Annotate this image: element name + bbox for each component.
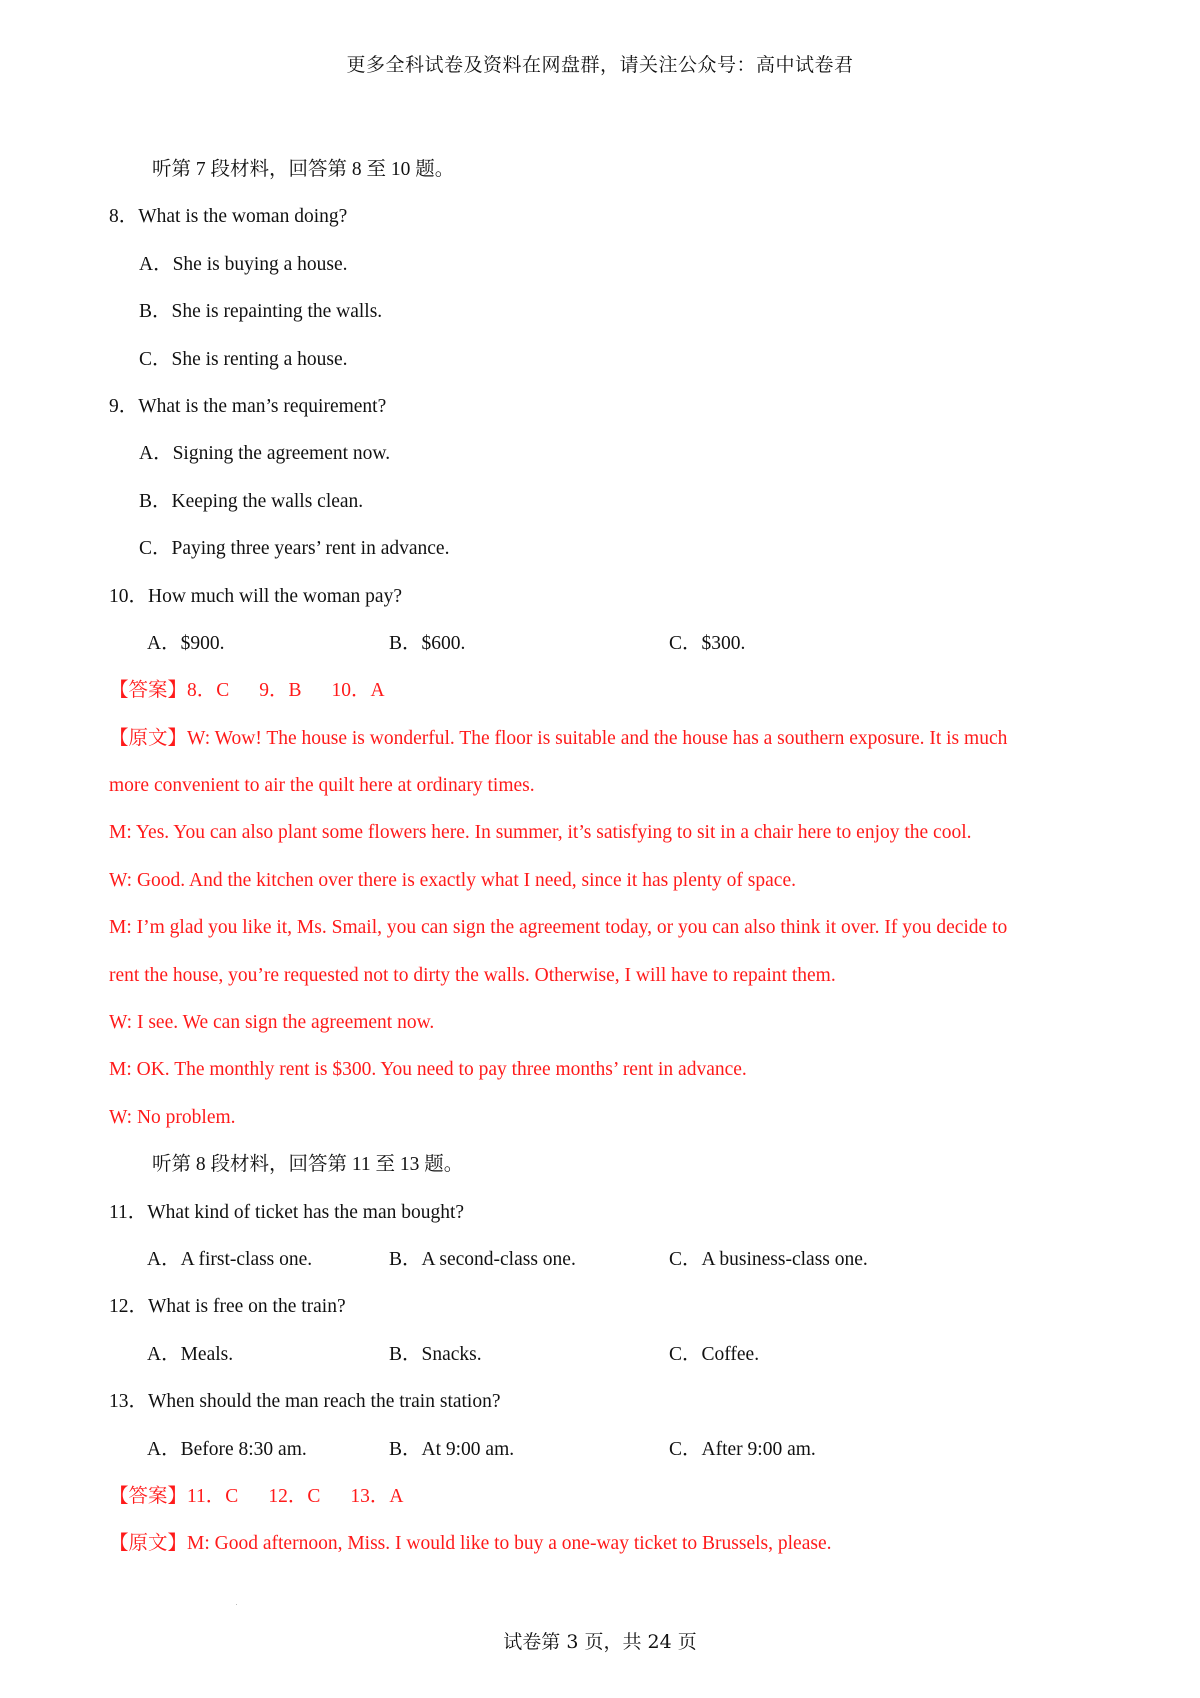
transcript-line: more convenient to air the quilt here at ordinary times. <box>109 775 535 797</box>
option-b: B．A second-class one. <box>389 1248 576 1270</box>
option-c: C．After 9:00 am. <box>669 1438 816 1460</box>
options-row <box>109 1426 1109 1473</box>
transcript-line: rent the house, you’re requested not to dirty the walls. Otherwise, I will have to repaint them. <box>109 964 836 986</box>
options-row <box>109 1331 1109 1378</box>
transcript-tag: 【原文】 <box>109 1533 188 1555</box>
answer-line <box>109 667 1109 714</box>
option-b: B．$600. <box>389 632 466 654</box>
question-stem: 11．What kind of ticket has the man bought? <box>109 1201 465 1223</box>
option-c: C．Coffee. <box>669 1343 760 1365</box>
answer-item: 9．B <box>259 680 302 702</box>
transcript-line <box>109 715 1109 762</box>
option-a: A．She is buying a house. <box>139 253 348 275</box>
option-c: C．$300. <box>669 632 746 654</box>
transcript-line: W: Good. And the kitchen over there is exactly what I need, since it has plenty of space. <box>109 869 796 891</box>
question-stem: 9．What is the man’s requirement? <box>109 395 387 417</box>
option-a: A．$900. <box>147 632 225 654</box>
answer-tag: 【答案】 <box>109 680 188 702</box>
answer-item: 12．C <box>268 1485 321 1507</box>
question-stem: 12．What is free on the train? <box>109 1296 346 1318</box>
option-c: C．Paying three years’ rent in advance. <box>139 538 450 560</box>
option-a: A．Meals. <box>147 1343 234 1365</box>
section-intro: 听第 7 段材料，回答第 8 至 10 题。 <box>152 159 455 180</box>
option-b: B．Keeping the walls clean. <box>139 490 364 512</box>
option-b: B．At 9:00 am. <box>389 1438 515 1460</box>
question-stem: 8．What is the woman doing? <box>109 206 348 228</box>
answer-item: 8．C <box>187 680 230 702</box>
question-stem: 13．When should the man reach the train station? <box>109 1391 501 1413</box>
option-b: B．She is repainting the walls. <box>139 301 383 323</box>
question-stem: 10．How much will the woman pay? <box>109 585 402 607</box>
transcript-text: M: Good afternoon, Miss. I would like to buy a one-way ticket to Brussels, please. <box>187 1533 832 1555</box>
option-b: B．Snacks. <box>389 1343 482 1365</box>
transcript-line: W: No problem. <box>109 1106 236 1128</box>
transcript-line: M: OK. The monthly rent is $300. You need to pay three months’ rent in advance. <box>109 1059 747 1081</box>
answer-item: 11．C <box>187 1485 239 1507</box>
answer-item: 13．A <box>350 1485 404 1507</box>
option-c: C．A business-class one. <box>669 1248 868 1270</box>
transcript-tag: 【原文】 <box>109 727 188 749</box>
answer-item: 10．A <box>331 680 385 702</box>
scan-speck <box>236 1604 237 1605</box>
answer-tag: 【答案】 <box>109 1485 188 1507</box>
transcript-line: W: I see. We can sign the agreement now. <box>109 1012 435 1034</box>
option-a: A．Before 8:30 am. <box>147 1438 307 1460</box>
option-c: C．She is renting a house. <box>139 348 348 370</box>
options-row <box>109 1236 1109 1283</box>
options-row <box>109 620 1109 667</box>
page-header: 更多全科试卷及资料在网盘群，请关注公众号：高中试卷君 <box>346 54 854 76</box>
transcript-text: W: Wow! The house is wonderful. The floor is suitable and the house has a southern exposure. It is much <box>187 727 1008 749</box>
option-a: A．A first-class one. <box>147 1248 313 1270</box>
answer-line <box>109 1473 1109 1520</box>
option-a: A．Signing the agreement now. <box>139 443 391 465</box>
page-footer: 试卷第 3 页，共 24 页 <box>503 1631 697 1653</box>
transcript-line: M: I’m glad you like it, Ms. Smail, you can sign the agreement today, or you can also think it over. If you decide to <box>109 917 1008 939</box>
section-intro: 听第 8 段材料，回答第 11 至 13 题。 <box>152 1154 464 1176</box>
transcript-line: M: Yes. You can also plant some flowers here. In summer, it’s satisfying to sit in a chair here to enjoy the cool. <box>109 822 972 844</box>
transcript-line <box>109 1520 1109 1567</box>
exam-content <box>109 146 1109 1568</box>
